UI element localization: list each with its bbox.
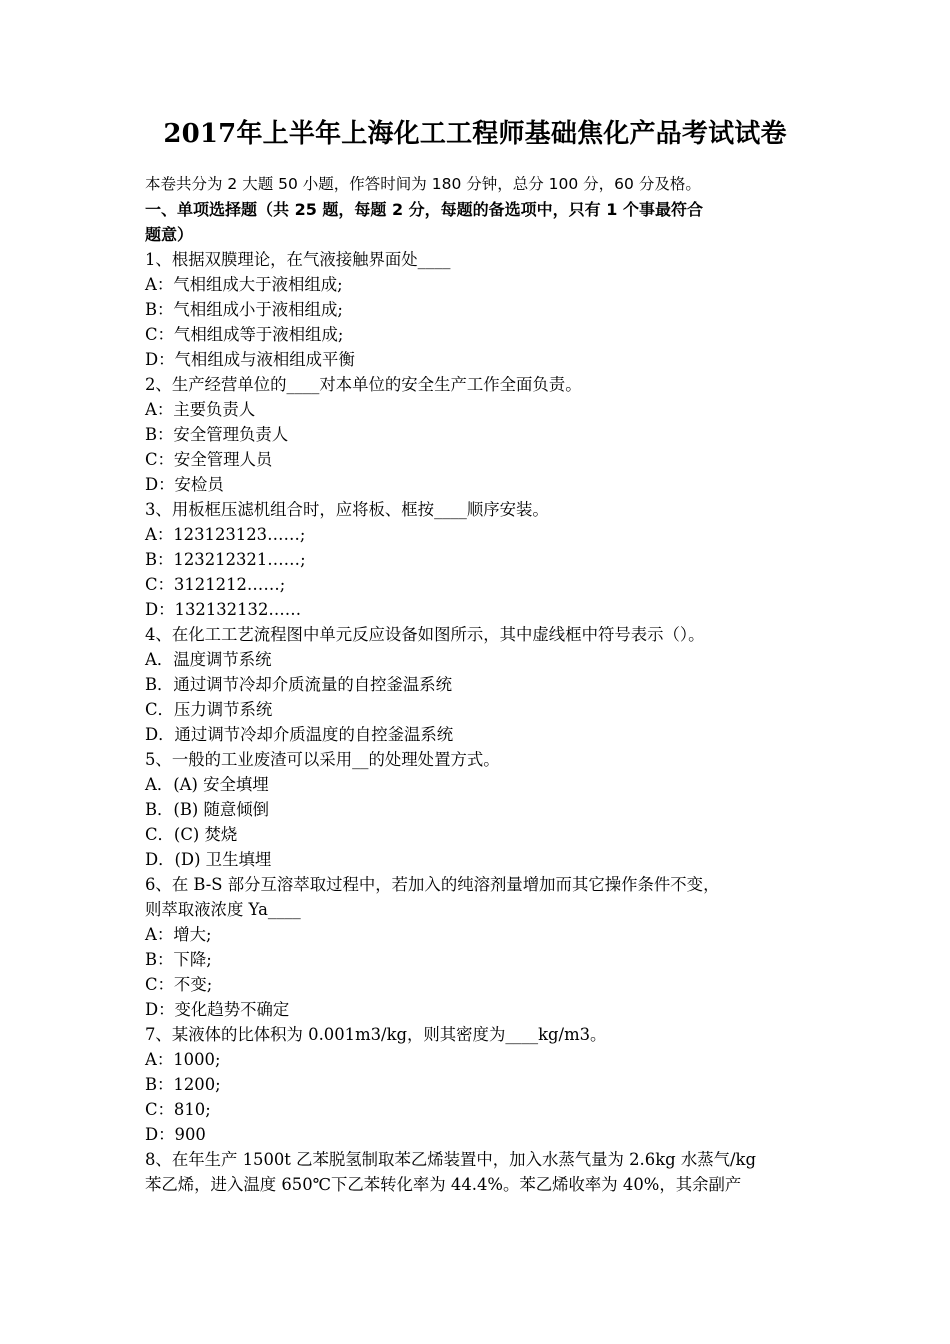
question-list <box>145 247 810 1197</box>
question-stem-continued: 则萃取液浓度 Ya____ <box>145 900 301 919</box>
answer-option: B：下降; <box>145 950 212 969</box>
document-title: 2017年上半年上海化工工程师基础焦化产品考试试卷 <box>163 119 787 149</box>
question-block <box>145 872 810 1022</box>
question-stem: 5、一般的工业废渣可以采用__的处理处置方式。 <box>145 750 500 769</box>
answer-option: D：132132132…… <box>145 600 302 619</box>
question-stem-continued: 苯乙烯，进入温度 650℃下乙苯转化率为 44.4%。苯乙烯收率为 40%，其余副产 <box>145 1175 742 1194</box>
question-block <box>145 372 810 497</box>
answer-option: C：3121212……; <box>145 575 286 594</box>
answer-option: C：安全管理人员 <box>145 450 273 469</box>
answer-option: A．(A) 安全填埋 <box>145 775 269 794</box>
question-stem: 1、根据双膜理论，在气液接触界面处____ <box>145 250 451 269</box>
answer-option: B．通过调节冷却介质流量的自控釜温系统 <box>145 675 453 694</box>
question-stem: 2、生产经营单位的____对本单位的安全生产工作全面负责。 <box>145 375 582 394</box>
answer-option: B：123212321……; <box>145 550 306 569</box>
question-block <box>145 497 810 622</box>
question-stem: 8、在年生产 1500t 乙苯脱氢制取苯乙烯装置中，加入水蒸气量为 2.6kg 水蒸气/kg <box>145 1150 756 1169</box>
answer-option: B：安全管理负责人 <box>145 425 289 444</box>
question-block <box>145 622 810 747</box>
answer-option: B．(B) 随意倾倒 <box>145 800 270 819</box>
question-stem: 4、在化工工艺流程图中单元反应设备如图所示，其中虚线框中符号表示（）。 <box>145 625 705 644</box>
question-block <box>145 747 810 872</box>
question-block <box>145 1022 810 1147</box>
exam-intro: 本卷共分为 2 大题 50 小题，作答时间为 180 分钟，总分 100 分，60 分及格。 <box>145 175 701 193</box>
answer-option: C．压力调节系统 <box>145 700 273 719</box>
answer-option: A：主要负责人 <box>145 400 256 419</box>
answer-option: C：810; <box>145 1100 211 1119</box>
answer-option: A：增大; <box>145 925 212 944</box>
answer-option: A．温度调节系统 <box>145 650 272 669</box>
answer-option: D：安检员 <box>145 475 224 494</box>
question-stem: 3、用板框压滤机组合时，应将板、框按____顺序安装。 <box>145 500 549 519</box>
answer-option: B：气相组成小于液相组成; <box>145 300 343 319</box>
answer-option: B：1200; <box>145 1075 221 1094</box>
question-block <box>145 1147 810 1197</box>
answer-option: A：123123123……; <box>145 525 306 544</box>
answer-option: D：气相组成与液相组成平衡 <box>145 350 355 369</box>
question-stem: 6、在 B-S 部分互溶萃取过程中，若加入的纯溶剂量增加而其它操作条件不变， <box>145 875 720 894</box>
section-heading: 一、单项选择题（共 25 题，每题 2 分，每题的备选项中，只有 1 个事最符合 <box>145 200 703 219</box>
answer-option: C：气相组成等于液相组成; <box>145 325 344 344</box>
answer-option: C．(C) 焚烧 <box>145 825 238 844</box>
answer-option: A：气相组成大于液相组成; <box>145 275 343 294</box>
question-block <box>145 247 810 372</box>
answer-option: D．(D) 卫生填埋 <box>145 850 272 869</box>
answer-option: D．通过调节冷却介质温度的自控釜温系统 <box>145 725 454 744</box>
question-stem: 7、某液体的比体积为 0.001m3/kg，则其密度为____kg/m3。 <box>145 1025 607 1044</box>
document-body <box>145 172 810 1197</box>
answer-option: D：变化趋势不确定 <box>145 1000 290 1019</box>
section-heading-continued: 题意） <box>145 225 194 244</box>
answer-option: D：900 <box>145 1125 206 1144</box>
answer-option: C：不变; <box>145 975 213 994</box>
answer-option: A：1000; <box>145 1050 221 1069</box>
